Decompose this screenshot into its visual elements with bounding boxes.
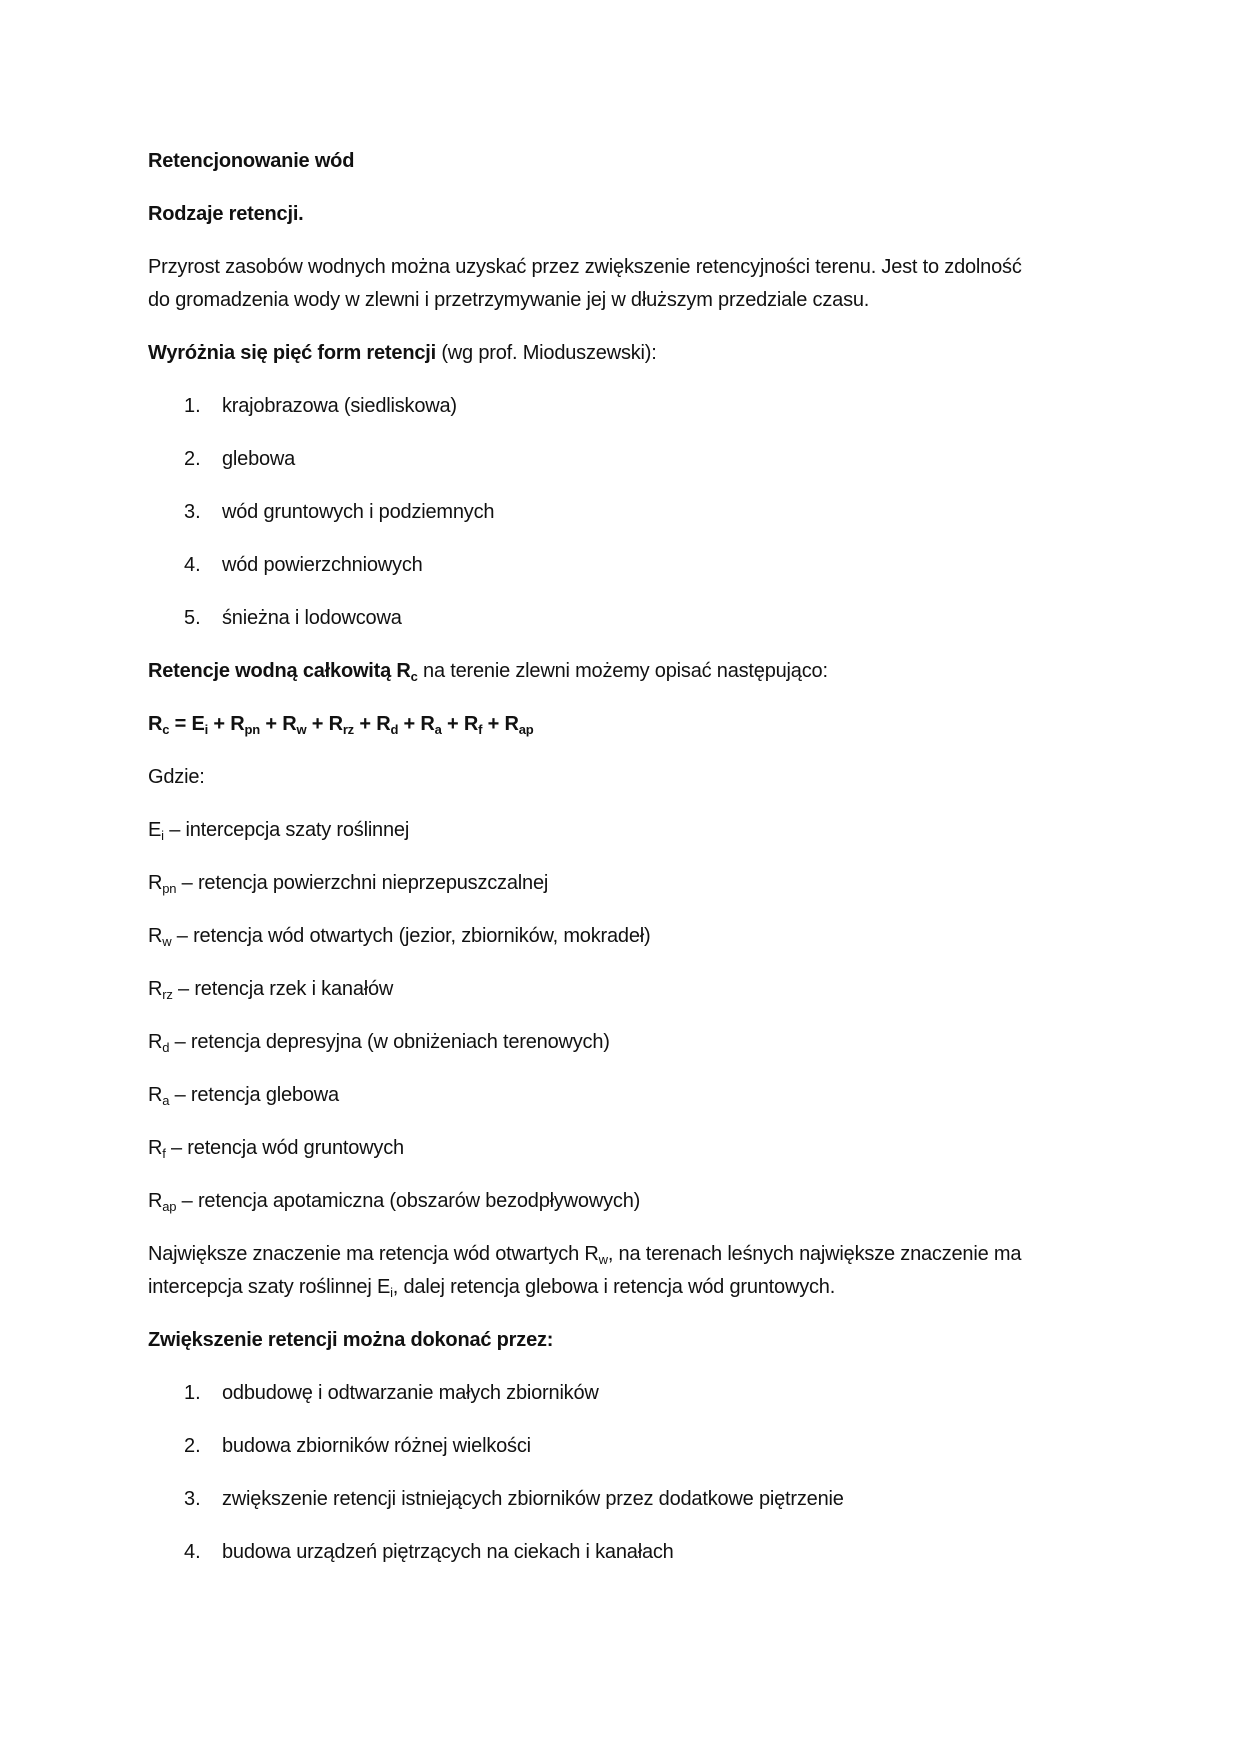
- formula-subscript: w: [296, 722, 307, 737]
- definition-item: [148, 1188, 640, 1214]
- formula-symbol: R: [376, 713, 391, 735]
- formula-subscript: a: [434, 722, 442, 737]
- intro-paragraph-line-2: do gromadzenia wody w zlewni i przetrzymywanie jej w dłuższym przedziale czasu.: [148, 289, 870, 311]
- list-item-text: odbudowę i odtwarzanie małych zbiorników: [222, 1382, 599, 1404]
- list-item-text: śnieżna i lodowcowa: [222, 607, 402, 629]
- definition-symbol: E: [148, 819, 162, 841]
- list-item-number: 1.: [184, 1382, 201, 1404]
- definition-subscript: a: [162, 1093, 170, 1108]
- importance-text: intercepcja szaty roślinnej E: [148, 1276, 391, 1298]
- definition-text: – retencja glebowa: [169, 1084, 339, 1106]
- list-item-number: 4.: [184, 1541, 201, 1563]
- formula-symbol: R: [148, 713, 163, 735]
- definition-item: [148, 817, 409, 843]
- definition-item: [148, 923, 650, 949]
- formula-subscript: d: [390, 722, 399, 737]
- list-item-number: 1.: [184, 395, 201, 417]
- formula-operator: +: [482, 713, 505, 735]
- importance-text: , dalej retencja glebowa i retencja wód gruntowych.: [392, 1276, 836, 1298]
- formula-subscript: rz: [342, 722, 354, 737]
- list-item-text: wód gruntowych i podziemnych: [222, 501, 495, 523]
- list-item-number: 3.: [184, 501, 201, 523]
- list-item-text: budowa zbiorników różnej wielkości: [222, 1435, 531, 1457]
- importance-paragraph-line-1: [148, 1241, 1021, 1267]
- list-item-number: 3.: [184, 1488, 201, 1510]
- increase-heading: Zwiększenie retencji można dokonać przez:: [148, 1329, 554, 1351]
- total-retention-normal: na terenie zlewni możemy opisać następująco:: [417, 660, 828, 682]
- formula-operator: +: [306, 713, 329, 735]
- definition-text: – retencja powierzchni nieprzepuszczalnej: [176, 872, 549, 894]
- formula-subscript: c: [162, 722, 170, 737]
- forms-heading: [148, 340, 657, 366]
- formula-operator: +: [441, 713, 464, 735]
- definition-subscript: ap: [162, 1199, 177, 1214]
- document-title: Retencjonowanie wód: [148, 150, 355, 172]
- definition-symbol: R: [148, 872, 163, 894]
- where-label: Gdzie:: [148, 766, 205, 788]
- definition-item: [148, 870, 548, 896]
- formula-operator: +: [208, 713, 231, 735]
- definition-item: [148, 1135, 404, 1161]
- formula-symbol: R: [504, 713, 519, 735]
- importance-subscript: i: [390, 1285, 393, 1300]
- formula-symbol: R: [328, 713, 343, 735]
- definition-symbol: R: [148, 1137, 163, 1159]
- formula-symbol: R: [463, 713, 479, 735]
- definition-text: – retencja wód gruntowych: [165, 1137, 404, 1159]
- total-retention-sub: c: [410, 669, 418, 684]
- forms-heading-bold: Wyróżnia się pięć form retencji: [148, 342, 436, 364]
- importance-paragraph-line-2: [148, 1274, 835, 1300]
- definition-subscript: pn: [162, 881, 177, 896]
- definition-text: – retencja wód otwartych (jezior, zbiorników, mokradeł): [171, 925, 651, 947]
- list-item-number: 4.: [184, 554, 201, 576]
- definition-symbol: R: [148, 1190, 163, 1212]
- formula-symbol: R: [282, 713, 297, 735]
- definition-symbol: R: [148, 925, 163, 947]
- formula-operator: +: [353, 713, 377, 735]
- list-item-number: 5.: [184, 607, 201, 629]
- list-item-text: wód powierzchniowych: [222, 554, 423, 576]
- formula-operator: +: [259, 713, 283, 735]
- definition-subscript: f: [162, 1146, 166, 1161]
- importance-subscript: w: [598, 1252, 608, 1267]
- intro-paragraph-line-1: Przyrost zasobów wodnych można uzyskać przez zwiększenie retencyjności terenu. Jest to zdolność: [148, 256, 1022, 278]
- retention-formula: [148, 711, 534, 737]
- formula-subscript: f: [478, 722, 483, 737]
- definition-item: [148, 976, 393, 1002]
- formula-subscript: ap: [518, 722, 534, 737]
- formula-symbol: R: [230, 713, 245, 735]
- section-heading: Rodzaje retencji.: [148, 203, 304, 225]
- formula-symbol: R: [420, 713, 435, 735]
- formula-subscript: pn: [244, 722, 260, 737]
- formula-symbol: E: [191, 713, 205, 735]
- definition-symbol: R: [148, 1084, 163, 1106]
- list-item-text: budowa urządzeń piętrzących na ciekach i kanałach: [222, 1541, 674, 1563]
- list-item-number: 2.: [184, 448, 201, 470]
- definition-text: – retencja depresyjna (w obniżeniach terenowych): [169, 1031, 610, 1053]
- definition-item: [148, 1029, 610, 1055]
- importance-text: , na terenach leśnych największe znaczenie ma: [607, 1243, 1022, 1265]
- forms-heading-normal: (wg prof. Mioduszewski):: [435, 342, 657, 364]
- definition-subscript: d: [162, 1040, 170, 1055]
- definition-item: [148, 1082, 339, 1108]
- definition-subscript: rz: [162, 987, 173, 1002]
- total-retention-bold: Retencje wodną całkowitą R: [148, 660, 411, 682]
- list-item-text: zwiększenie retencji istniejących zbiorników przez dodatkowe piętrzenie: [222, 1488, 844, 1510]
- formula-subscript: i: [204, 722, 209, 737]
- definition-subscript: w: [162, 934, 172, 949]
- importance-text: Największe znaczenie ma retencja wód otwartych R: [148, 1243, 599, 1265]
- definition-text: – intercepcja szaty roślinnej: [163, 819, 410, 841]
- formula-operator: =: [169, 713, 192, 735]
- definition-subscript: i: [161, 828, 164, 843]
- total-retention-sentence: [148, 658, 828, 684]
- list-item-text: glebowa: [222, 448, 296, 470]
- definition-symbol: R: [148, 978, 163, 1000]
- definition-symbol: R: [148, 1031, 163, 1053]
- definition-text: – retencja rzek i kanałów: [172, 978, 394, 1000]
- definition-text: – retencja apotamiczna (obszarów bezodpływowych): [176, 1190, 641, 1212]
- formula-operator: +: [398, 713, 421, 735]
- list-item-number: 2.: [184, 1435, 201, 1457]
- list-item-text: krajobrazowa (siedliskowa): [222, 395, 457, 417]
